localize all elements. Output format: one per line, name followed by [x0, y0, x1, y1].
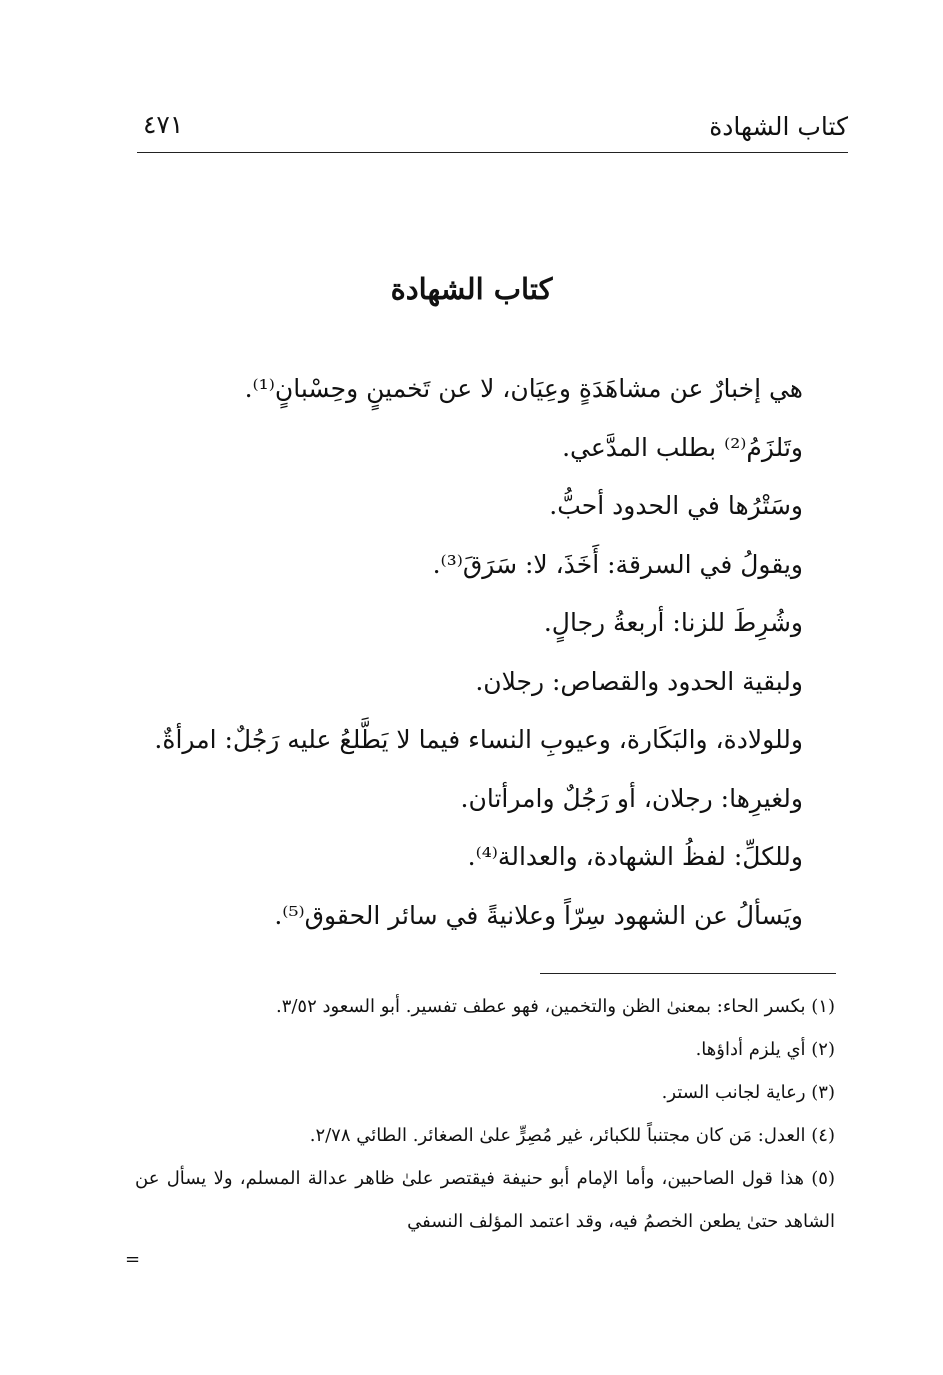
text-line: وللكلِّ: لفظُ الشهادة، والعدالة⁽⁴⁾. [467, 842, 803, 871]
text-line: هي إخبارٌ عن مشاهَدَةٍ وعِيَان، لا عن تَخمينٍ وحِسْبانٍ⁽¹⁾. [244, 374, 803, 403]
text-line: ولغيرِها: رجلان، أو رَجُلٌ وامرأتان. [460, 783, 803, 813]
text-line: ويَسألُ عن الشهود سِرّاً وعلانيةً في سائر الحقوق⁽⁵⁾. [274, 900, 803, 930]
text-line: وسَتْرُها في الحدود أحبُّ. [549, 491, 803, 520]
main-text [123, 360, 803, 945]
footnotes [135, 985, 835, 1243]
text-line: وللولادة، والبَكَارة، وعيوبِ النساء فيما لا يَطَّلعُ عليه رَجُلٌ: امرأةٌ. [154, 725, 803, 754]
running-header [137, 108, 848, 153]
text-line: وتَلزَمُ⁽²⁾ بطلب المدَّعي. [562, 432, 803, 462]
footnote: (٣) رعاية لجانب الستر. [661, 1082, 835, 1103]
text-line: ويقولُ في السرقة: أَخَذَ، لا: سَرَقَ⁽³⁾. [432, 549, 803, 579]
page-number: ٤٧١ [143, 110, 184, 139]
text-line: وشُرِطَ للزنا: أربعةُ رجالٍ. [543, 608, 803, 637]
text-line: ولبقية الحدود والقصاص: رجلان. [475, 666, 803, 696]
chapter-title: كتاب الشهادة [390, 272, 553, 306]
footnote: (٤) العدل: مَن كان مجتنباً للكبائر، غير مُصِرٍّ علىٰ الصغائر. الطائي ٢/٧٨. [309, 1125, 835, 1146]
footnote-separator [540, 973, 836, 974]
footnote: (٢) أي يلزم أداؤها. [695, 1039, 835, 1060]
footnote: (١) بكسر الحاء: بمعنىٰ الظن والتخمين، فهو عطف تفسير. أبو السعود ٣/٥٢. [275, 996, 835, 1017]
footnote: (٥) هذا قول الصاحبين، وأما الإمام أبو حنيفة فيقتصر علىٰ ظاهر عدالة المسلم، ولا يسأل عن الشاهد حتىٰ يطعن الخصمُ فيه، وقد اعتمد المؤلف النسفي [135, 1168, 835, 1232]
continuation-mark: = [125, 1249, 141, 1270]
running-title: كتاب الشهادة [709, 112, 848, 141]
